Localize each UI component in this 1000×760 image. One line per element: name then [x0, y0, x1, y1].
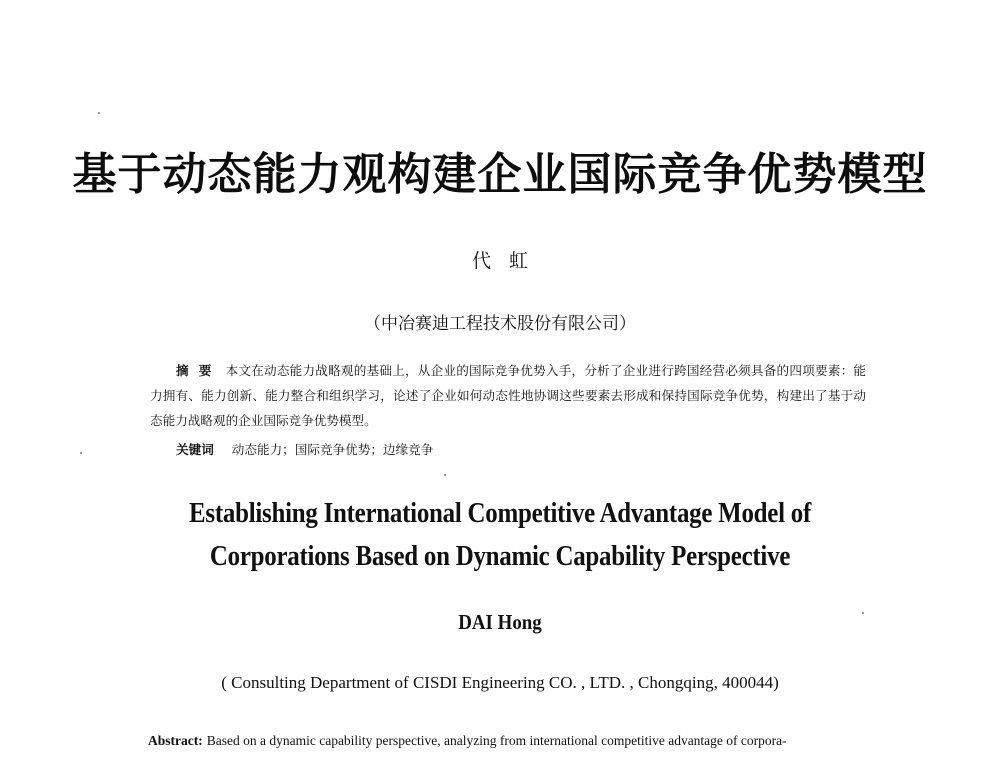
- chinese-affiliation: （中冶赛迪工程技术股份有限公司）: [364, 314, 636, 334]
- scan-speck: [862, 612, 864, 614]
- chinese-abstract-text: 本文在动态能力战略观的基础上，从企业的国际竞争优势入手，分析了企业进行跨国经营必须具备的四项要素：能力拥有、能力创新、能力整合和组织学习，论述了企业如何动态性地协调这些要素去形成和保持国际竞争优势，构建出了基于动态能力战略观的企业国际竞争优势模型。: [150, 363, 867, 428]
- chinese-keywords-label: 关键词: [176, 442, 214, 457]
- chinese-abstract-label: 摘要: [176, 363, 222, 378]
- english-author: DAI Hong: [458, 610, 542, 634]
- english-title: [70, 492, 930, 578]
- chinese-keywords-text: 动态能力；国际竞争优势；边缘竞争: [231, 442, 434, 457]
- scan-speck: [80, 452, 82, 454]
- english-affiliation: ( Consulting Department of CISDI Engineering CO. , LTD. , Chongqing, 400044): [221, 673, 779, 692]
- chinese-title: 基于动态能力观构建企业国际竞争优势模型: [72, 149, 928, 200]
- english-abstract-label: Abstract:: [148, 733, 203, 748]
- english-abstract-text: Based on a dynamic capability perspective, analyzing from international competitive advantage of corpora-: [206, 733, 787, 748]
- english-title-line-2: Corporations Based on Dynamic Capability Perspective: [209, 540, 791, 572]
- english-title-line-1: Establishing International Competitive Advantage Model of: [189, 497, 811, 529]
- english-abstract: [148, 731, 908, 751]
- chinese-keywords: [176, 440, 433, 460]
- chinese-author: 代虹: [471, 250, 546, 272]
- scan-speck: [98, 112, 100, 114]
- chinese-abstract: [150, 358, 866, 433]
- scan-speck: [444, 474, 446, 476]
